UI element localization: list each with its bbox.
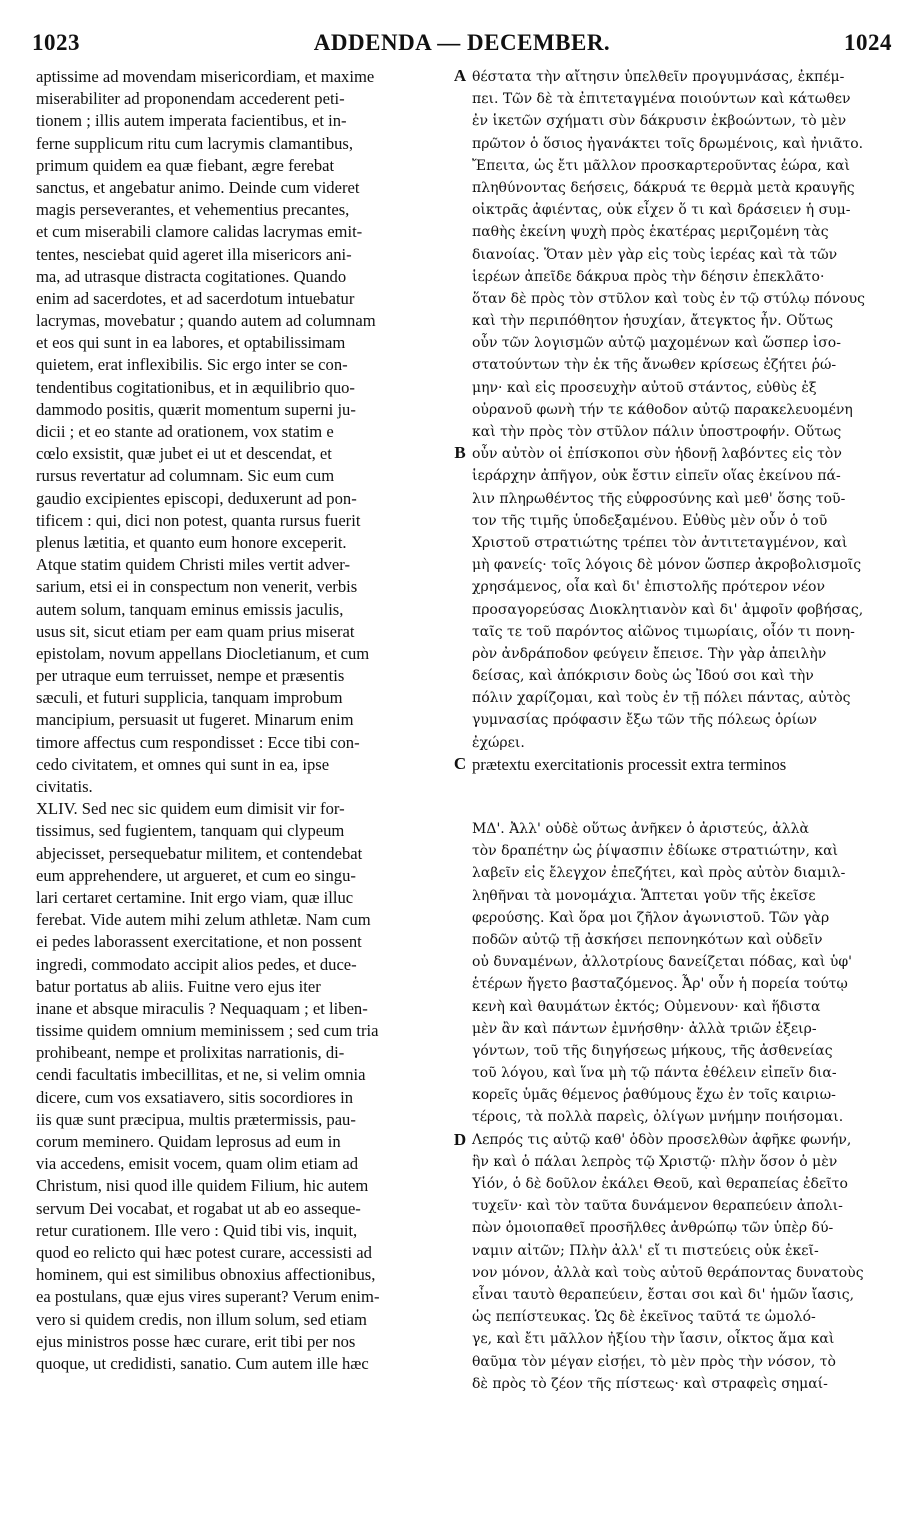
section-gap bbox=[472, 776, 890, 818]
latin-text-line: ingredi, commodato accipit alios pedes, et duce- bbox=[36, 954, 357, 974]
latin-text-line: magis perseverantes, et vehementius precantes, bbox=[36, 200, 350, 220]
latin-text-line: cendi facultatis imbecillitas, et ne, si velim omnia bbox=[36, 1065, 366, 1085]
greek-text-line: γυμνασίας πρόφασιν ἔξω τῶν τῆς πόλεως ὁρίων bbox=[472, 712, 818, 729]
greek-text-line: προσαγορεύσας Διοκλητιανὸν καὶ δι' ἀμφοῖν φοβήσας, bbox=[472, 601, 864, 618]
greek-text-line: ἱεράρχην ἀπῆγον, οὐκ ἔστιν εἰπεῖν οἵας ἐκείνου πά- bbox=[472, 468, 841, 485]
greek-text-line: ρὸν ἀνδράποδον φεύγειν ἔπεισε. Τὴν γὰρ ἀπειλὴν bbox=[472, 645, 827, 662]
greek-text-line: Λεπρός τις αὐτῷ καθ' ὁδὸν προσελθὼν ἀφῆκε φωνήν, bbox=[472, 1131, 852, 1148]
greek-text-line: τὸν δραπέτην ὡς ῥίψασπιν ἐδίωκε στρατιώτην, καὶ bbox=[472, 843, 839, 860]
greek-text-line: τον τῆς τιμῆς ὑποδεξαμένου. Εὐθὺς μὲν οὖν ὁ τοῦ bbox=[472, 512, 828, 529]
greek-text-line: ταῖς τε τοῦ παρόντος αἰῶνος τιμωρίαις, οἷόν τι πονη- bbox=[472, 623, 855, 640]
greek-text-line: τυχεῖν· καὶ τὸν ταῦτα δυνάμενον θεραπεύειν ἀπολι- bbox=[472, 1198, 843, 1215]
latin-text-line: batur portatus ab aliis. Fuitne vero ejus iter bbox=[36, 976, 321, 996]
greek-text-line: θέστατα τὴν αἴτησιν ὑπελθεῖν προγυμνάσας, ἐκπέμ- bbox=[472, 69, 845, 85]
greek-text-line: ἣν καὶ ὁ πάλαι λεπρὸς τῷ Χριστῷ· πλὴν ὅσον ὁ μὲν bbox=[472, 1153, 838, 1170]
latin-text-line: epistolam, novum appellans Diocletianum, et cum bbox=[36, 643, 370, 663]
latin-text-line: aptissime ad movendam misericordiam, et maxime bbox=[36, 67, 375, 86]
latin-text-line: abjecisset, persequebatur militem, et contendebat bbox=[36, 843, 363, 863]
latin-text-line: autem solum, tanquam eminus emissis jaculis, bbox=[36, 599, 344, 619]
latin-text-line: tissimus, sed fugientem, tanquam qui clypeum bbox=[36, 821, 345, 841]
greek-text-line: νον μόνον, ἀλλὰ καὶ τοὺς αὐτοῦ θεράποντας δυνατοὺς bbox=[472, 1264, 864, 1281]
latin-text-line: usus sit, sicut etiam per eam quam prius miserat bbox=[36, 621, 355, 641]
latin-text-line: ei pedes laborassent exercitatione, et non possent bbox=[36, 932, 362, 952]
greek-column bbox=[472, 66, 890, 1395]
greek-text-line: οὐ δυναμένων, ἀλλοτρίους δανείζεται πόδας, καὶ ὑφ' bbox=[472, 954, 852, 971]
latin-text-line: tionem ; illis autem imperata facientibus, et in- bbox=[36, 111, 347, 131]
greek-text-line: στατούντων τὴν ἐκ τῆς ἄνωθεν κρίσεως ἐζήτει ῥώ- bbox=[472, 357, 837, 374]
latin-text-line: retur curationem. Ille vero : Quid tibi vis, inquit, bbox=[36, 1220, 358, 1240]
latin-text-line: inane et absque miraculis ? Nequaquam ; et liben- bbox=[36, 998, 368, 1018]
greek-text-line: ἐχώρει. bbox=[472, 734, 525, 751]
latin-text-line: vero si quidem credis, non illum solum, sed etiam bbox=[36, 1309, 367, 1329]
latin-text-line: hominem, qui est similibus obnoxius affectionibus, bbox=[36, 1265, 376, 1285]
margin-letter-c: C bbox=[453, 754, 467, 773]
greek-text-line: καὶ τὴν πρὸς τὸν στῦλον πάλιν ὑποστροφήν. Οὕτως bbox=[472, 424, 842, 440]
latin-text-line: eum apprehendere, ut argueret, et cum eo singu- bbox=[36, 865, 356, 885]
greek-text-line: Υἱόν, ὁ δὲ δοῦλον ἐκάλει Θεοῦ, καὶ θεραπείας ἐδεῖτο bbox=[472, 1176, 848, 1192]
latin-text-line: enim ad sacerdotes, et ad sacerdotum intuebatur bbox=[36, 288, 355, 308]
latin-text-line: dammodo positis, quærit momentum superni ju- bbox=[36, 399, 356, 419]
greek-text-line: ΜΔ'. Ἀλλ' οὐδὲ οὕτως ἀνῆκεν ὁ ἀριστεύς, ἀλλὰ bbox=[472, 821, 809, 837]
greek-text-line: εἶναι ταυτὸ θεραπεύειν, ἔσται σοι καὶ δι' ἡμῶν ἴασις, bbox=[472, 1286, 855, 1303]
latin-text-line: ea postulans, quæ ejus vires superant? Verum enim- bbox=[36, 1287, 380, 1307]
greek-text-line: κορεῖς ὑμᾶς θέμενος ῥαθύμους ἔχω ἐν τοῖς καιριω- bbox=[472, 1087, 836, 1104]
latin-text-line: per utraque eum terruisset, nempe et præsentis bbox=[36, 666, 345, 686]
greek-text-line: φερούσης. Καὶ ὅρα μοι ζῆλον ἀγωνιστοῦ. Τῶν γὰρ bbox=[472, 909, 830, 926]
greek-text-line: ὅταν δὲ πρὸς τὸν στῦλον καὶ τοὺς ἐν τῷ στύλῳ πόνους bbox=[472, 290, 866, 307]
latin-text-line: sanctus, et angebatur animo. Deinde cum videret bbox=[36, 177, 360, 197]
greek-text-line: πει. Τῶν δὲ τὰ ἐπιτεταγμένα ποιούντων καὶ κάτωθεν bbox=[472, 91, 851, 108]
latin-text-line: tificem : qui, dici non potest, quanta rursus fuerit bbox=[36, 510, 361, 530]
greek-text-line: Χριστοῦ στρατιώτης τρέπει τὸν ἀντιτεταγμένον, καὶ bbox=[472, 534, 848, 551]
greek-text-line: δείσας, καὶ ἀπόκρισιν δοὺς ὡς Ἰδού σοι καὶ τὴν bbox=[472, 668, 814, 685]
latin-text-line: via accedens, emisit vocem, quam olim etiam ad bbox=[36, 1154, 359, 1174]
latin-text-line: Atque statim quidem Christi miles vertit adver- bbox=[36, 555, 350, 575]
greek-text-line: ἑτέρων ἤγετο βασταζόμενος. Ἆρ' οὖν ἡ πορεία τούτῳ bbox=[472, 976, 848, 993]
latin-text-line: plenus lætitia, et quanto eum honore exceperit. bbox=[36, 532, 347, 552]
greek-text-line: οὐρανοῦ φωνὴ τήν τε κάθοδον αὐτῷ παρακελευομένη bbox=[472, 401, 853, 418]
greek-text-line: ὡς πεπίστευκας. Ὡς δὲ ἐκεῖνος ταῦτά τε ὡμολό- bbox=[472, 1309, 816, 1326]
latin-text-line: corum meminero. Quidam leprosus ad eum in bbox=[36, 1132, 341, 1151]
greek-text-line: πρῶτον ὁ ὅσιος ἠγανάκτει τοῖς δρωμένοις, καὶ ἠνιᾶτο. bbox=[472, 135, 864, 152]
latin-text-line: tendentibus cogitationibus, et in æquilibrio quo- bbox=[36, 377, 355, 397]
latin-text-line: tissime quidem omnium meminissem ; sed cum tria bbox=[36, 1021, 379, 1041]
latin-text-line: mancipium, persuasit ut fugeret. Minarum enim bbox=[36, 710, 354, 730]
latin-text-line: quod eo relicto qui hæc potest curare, accessisti ad bbox=[36, 1242, 372, 1262]
latin-text-line: prohibeant, nempe et prolixitas narrationis, di- bbox=[36, 1043, 345, 1063]
latin-text-line: primum quidem ea quæ fiebant, ægre ferebat bbox=[36, 155, 335, 175]
greek-text-line: μὲν ἂν καὶ πάντων ἐμνήσθην· ἀλλὰ τριῶν ἐξειρ- bbox=[472, 1020, 817, 1037]
page-header bbox=[32, 30, 892, 60]
latin-text-line: ma, ad utrasque distracta cogitationes. Quando bbox=[36, 266, 347, 286]
latin-text-line: miserabiliter ad proponendam accederent peti- bbox=[36, 89, 345, 109]
greek-text-line: ληθῆναι τὰ μονομάχια. Ἅπτεται γοῦν τῆς ἐκεῖσε bbox=[472, 887, 816, 904]
greek-text-line: μην· καὶ εἰς προσευχὴν αὐτοῦ στάντος, εὐθὺς ἐξ bbox=[472, 379, 817, 396]
latin-text-line: lacrymas, movebatur ; quando autem ad columnam bbox=[36, 311, 376, 331]
greek-text-line: ἱερέων ἀπεῖδε δάκρυα πρὸς τὴν δέησιν ἐπεκλᾶτο· bbox=[472, 268, 825, 285]
greek-text-line: ποδῶν αὐτῷ τῇ ἀσκήσει πεπονηκότων καὶ οὐδεῖν bbox=[472, 931, 823, 948]
margin-letter-b: B bbox=[454, 443, 466, 462]
latin-text-line: lari certaret certamine. Init ergo viam, quæ illuc bbox=[36, 887, 354, 907]
page-number-left: 1023 bbox=[32, 30, 80, 55]
greek-text-line: τοῦ λόγου, καὶ ἵνα μὴ τῷ πάντα ἐθέλειν εἰπεῖν δια- bbox=[472, 1065, 837, 1082]
latin-text-line: iis quæ sunt præcipua, multis prætermissis, pau- bbox=[36, 1109, 356, 1129]
latin-text-line: gaudio excipientes episcopi, deduxerunt ad pon- bbox=[36, 488, 357, 508]
greek-text-line: ἐν ἱκετῶν σχήματι σὺν δάκρυσιν ἐκβοώντων, τὸ μὲν bbox=[472, 113, 847, 130]
greek-text-line: λαβεῖν εἰς ἔλεγχον ἐπεζήτει, καὶ πρὸς αὐτὸν διαμιλ- bbox=[472, 865, 846, 882]
latin-text-line: ferebat. Vide autem mihi zelum athletæ. Nam cum bbox=[36, 910, 371, 930]
latin-text-line: et cum miserabili clamore calidas lacrymas emit- bbox=[36, 222, 363, 242]
greek-text-line: μὴ φανείς· τοῖς λόγοις δὲ μόνον ὥσπερ ἀκροβολισμοῖς bbox=[472, 557, 862, 574]
page-number-right: 1024 bbox=[844, 30, 892, 55]
margin-letter-a: A bbox=[453, 66, 467, 85]
greek-text-line: γε, καὶ ἔτι μᾶλλον ἠξίου τὴν ἴασιν, οἶκτος ἅμα καὶ bbox=[472, 1331, 835, 1348]
latin-column bbox=[36, 66, 448, 1375]
latin-text-line: tentes, nesciebat quid ageret illa misericors ani- bbox=[36, 244, 352, 264]
latin-text-line: timore affectus cum respondisset : Ecce tibi con- bbox=[36, 732, 360, 752]
latin-text-line: dicere, cum vos exsatiavero, sitis socordiores in bbox=[36, 1087, 354, 1107]
greek-text-line: παθὴς ἐκείνη ψυχὴ πρὸς ἑκατέρας μεριζομένη τὰς bbox=[472, 224, 829, 241]
greek-text-line: δὲ πρὸς τὸ ζέον τῆς πίστεως· καὶ στραφεὶς σημαί- bbox=[472, 1375, 828, 1392]
greek-text-line: θαῦμα τὸν μέγαν εἰσῄει, τὸ μὲν πρὸς τὴν νόσον, τὸ bbox=[472, 1353, 836, 1370]
greek-text-line: οἰκτρᾶς ἀφιέντας, οὐκ εἶχεν ὅ τι καὶ δράσειεν ἡ συμ- bbox=[472, 202, 851, 219]
latin-text-line: et eos qui sunt in ea labores, et optabilissimam bbox=[36, 333, 346, 353]
greek-text-line: πὼν ὁμοιοπαθεῖ προσῆλθες ἀνθρώπῳ τῶν ὑπὲρ δύ- bbox=[472, 1220, 834, 1237]
latin-text-line: quietem, erat inflexibilis. Sic ergo inter se con- bbox=[36, 355, 348, 375]
latin-text-line: rursus revertatur ad columnam. Sic eum cum bbox=[36, 466, 335, 486]
latin-text-line: Christum, nisi quod ille quidem Filium, hic autem bbox=[36, 1176, 369, 1196]
latin-text-line: ejus ministros posse hæc curare, erit tibi per nos bbox=[36, 1331, 356, 1351]
margin-letter-d: D bbox=[453, 1130, 467, 1149]
latin-text-line: quoque, ut credidisti, sanatio. Cum autem ille hæc bbox=[36, 1353, 369, 1373]
latin-text-line: servum Dei vocabat, et rogabat ut ab eo asseque- bbox=[36, 1198, 361, 1218]
greek-text-line: γόντων, τοῦ τῆς διηγήσεως μήκους, τῆς ἀσθενείας bbox=[472, 1042, 833, 1059]
latin-continuation-line: prætextu exercitationis processit extra terminos bbox=[472, 754, 787, 774]
greek-text-line: ναμιν αἰτῶν; Πλὴν ἀλλ' εἴ τι πιστεύεις οὐκ ἐκεῖ- bbox=[472, 1242, 819, 1259]
latin-text-line: ferne supplicum ritu cum lacrymis clamantibus, bbox=[36, 133, 354, 153]
latin-text-line: civitatis. bbox=[36, 777, 93, 796]
greek-text-line: καὶ τὴν περιπόθητον ἡσυχίαν, ἄτεγκτος ἦν. Οὕτως bbox=[472, 313, 834, 330]
latin-text-line: cœlo exsistit, quæ jubet ei ut et descendat, et bbox=[36, 444, 332, 464]
greek-text-line: τέροις, τὰ πολλὰ παρεὶς, ὀλίγων μνήμην ποιήσομαι. bbox=[472, 1109, 844, 1126]
latin-text-line: sarium, etsi ei in conspectum non venerit, verbis bbox=[36, 577, 358, 597]
latin-text-line: XLIV. Sed nec sic quidem eum dimisit vir for- bbox=[36, 799, 345, 819]
latin-text-line: dicii ; et eo stante ad orationem, vox statim e bbox=[36, 422, 334, 441]
latin-text-line: cedo civitatem, et omnes qui sunt in ea, ipse bbox=[36, 754, 330, 774]
greek-text-line: πληθύνοντας δεήσεις, δάκρυά τε θερμὰ μετὰ κραυγῆς bbox=[472, 179, 855, 196]
greek-text-line: διανοίας. Ὅταν μὲν γὰρ εἰς τοὺς ἱερέας καὶ τὰ τῶν bbox=[472, 246, 838, 263]
greek-text-line: οὖν τῶν λογισμῶν αὐτῷ μαχομένων καὶ ὥσπερ ἰσο- bbox=[472, 335, 841, 352]
latin-text-line: sæculi, et futuri supplicia, tanquam improbum bbox=[36, 688, 343, 708]
greek-text-line: οὖν αὐτὸν οἱ ἐπίσκοποι σὺν ἡδονῇ λαβόντες εἰς τὸν bbox=[472, 446, 842, 463]
greek-text-line: κενὴ καὶ θαυμάτων ἐκτός; Οὐμενουν· καὶ ἥδιστα bbox=[472, 998, 821, 1015]
greek-text-line: πόλιν χαρίζομαι, καὶ τοὺς ἐν τῇ πόλει πάντας, αὐτὸς bbox=[472, 690, 851, 707]
greek-text-line: χρησάμενος, οἷα καὶ δι' ἐπιστολῆς πρότερον νέον bbox=[472, 579, 825, 596]
running-title: ADDENDA — DECEMBER. bbox=[313, 30, 611, 55]
greek-text-line: λιν πληρωθέντος τῆς εὐφροσύνης καὶ μεθ' ὅσης τοῦ- bbox=[472, 490, 846, 507]
greek-text-line: Ἔπειτα, ὡς ἔτι μᾶλλον προσκαρτεροῦντας ἑώρα, καὶ bbox=[472, 157, 850, 174]
